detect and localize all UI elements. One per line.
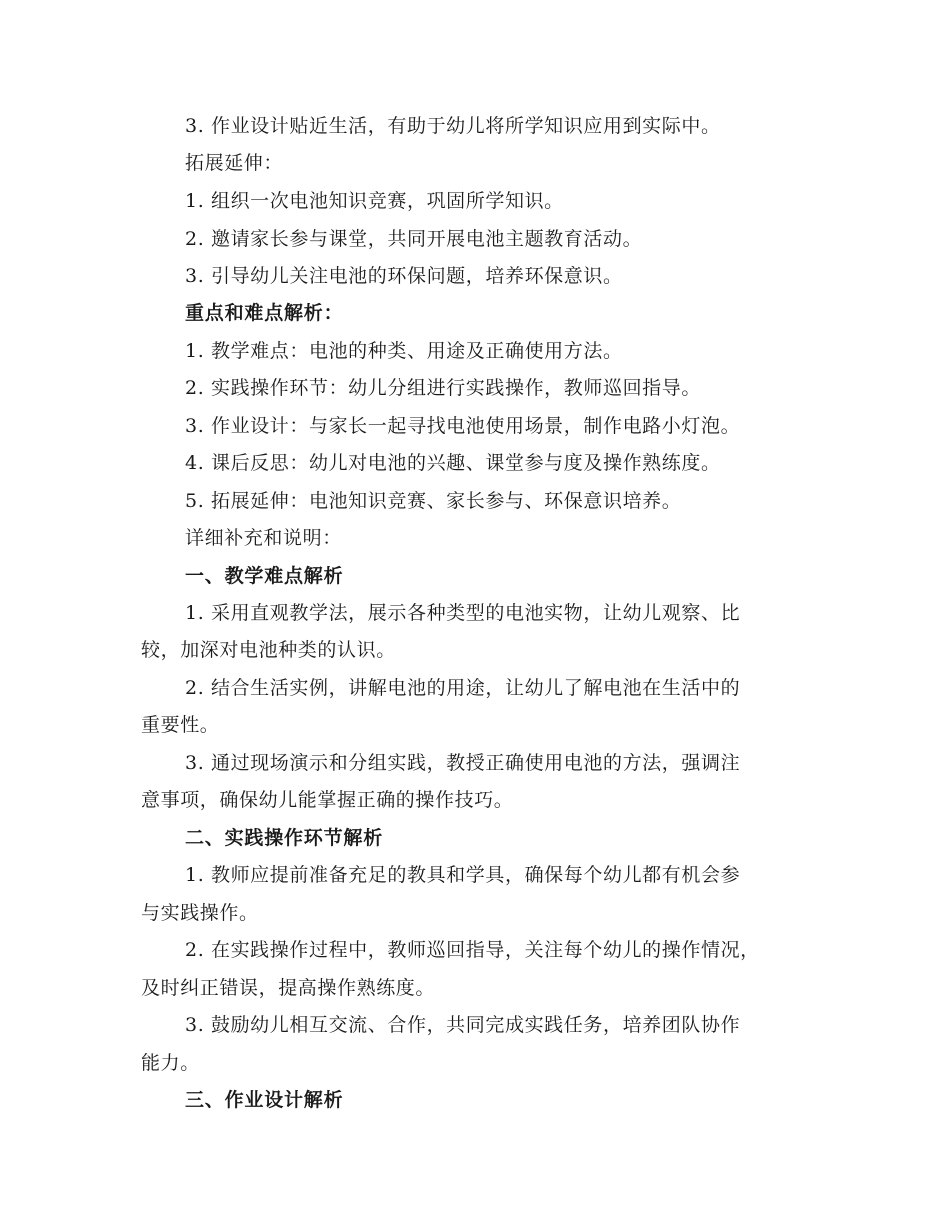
section-heading: 重点和难点解析： bbox=[185, 302, 344, 324]
paragraph-line: 3. 通过现场演示和分组实践，教授正确使用电池的方法，强调注 bbox=[185, 752, 741, 774]
section-heading: 一、教学难点解析 bbox=[185, 565, 344, 587]
paragraph-line: 1. 采用直观教学法，展示各种类型的电池实物，让幼儿观察、比 bbox=[185, 602, 741, 624]
paragraph-line: 较，加深对电池种类的认识。 bbox=[141, 639, 396, 661]
paragraph-line: 详细补充和说明： bbox=[185, 527, 342, 549]
paragraph-line: 重要性。 bbox=[141, 714, 220, 736]
paragraph-line: 与实践操作。 bbox=[141, 902, 259, 924]
paragraph-line: 2. 在实践操作过程中，教师巡回指导，关注每个幼儿的操作情况， bbox=[185, 939, 760, 961]
list-item: 1. 教学难点：电池的种类、用途及正确使用方法。 bbox=[185, 340, 623, 362]
list-item: 3. 作业设计：与家长一起寻找电池使用场景，制作电路小灯泡。 bbox=[185, 415, 741, 437]
paragraph-line: 3. 鼓励幼儿相互交流、合作，共同完成实践任务，培养团队协作 bbox=[185, 1014, 741, 1036]
list-item: 2. 实践操作环节：幼儿分组进行实践操作，教师巡回指导。 bbox=[185, 377, 701, 399]
list-item: 2. 邀请家长参与课堂，共同开展电池主题教育活动。 bbox=[185, 228, 643, 250]
list-item: 1. 组织一次电池知识竞赛，巩固所学知识。 bbox=[185, 190, 564, 212]
paragraph-line: 意事项，确保幼儿能掌握正确的操作技巧。 bbox=[141, 789, 514, 811]
paragraph-line: 1. 教师应提前准备充足的教具和学具，确保每个幼儿都有机会参 bbox=[185, 864, 741, 886]
list-item: 3. 引导幼儿关注电池的环保问题，培养环保意识。 bbox=[185, 265, 623, 287]
paragraph-line: 3. 作业设计贴近生活，有助于幼儿将所学知识应用到实际中。 bbox=[185, 115, 721, 137]
section-heading: 三、作业设计解析 bbox=[185, 1089, 344, 1111]
section-heading: 二、实践操作环节解析 bbox=[185, 827, 384, 849]
list-item: 5. 拓展延伸：电池知识竞赛、家长参与、环保意识培养。 bbox=[185, 490, 682, 512]
paragraph-line: 能力。 bbox=[141, 1052, 200, 1074]
paragraph-line: 及时纠正错误，提高操作熟练度。 bbox=[141, 977, 436, 999]
paragraph-line: 拓展延伸： bbox=[185, 152, 284, 174]
list-item: 4. 课后反思：幼儿对电池的兴趣、课堂参与度及操作熟练度。 bbox=[185, 452, 721, 474]
paragraph-line: 2. 结合生活实例，讲解电池的用途，让幼儿了解电池在生活中的 bbox=[185, 677, 741, 699]
